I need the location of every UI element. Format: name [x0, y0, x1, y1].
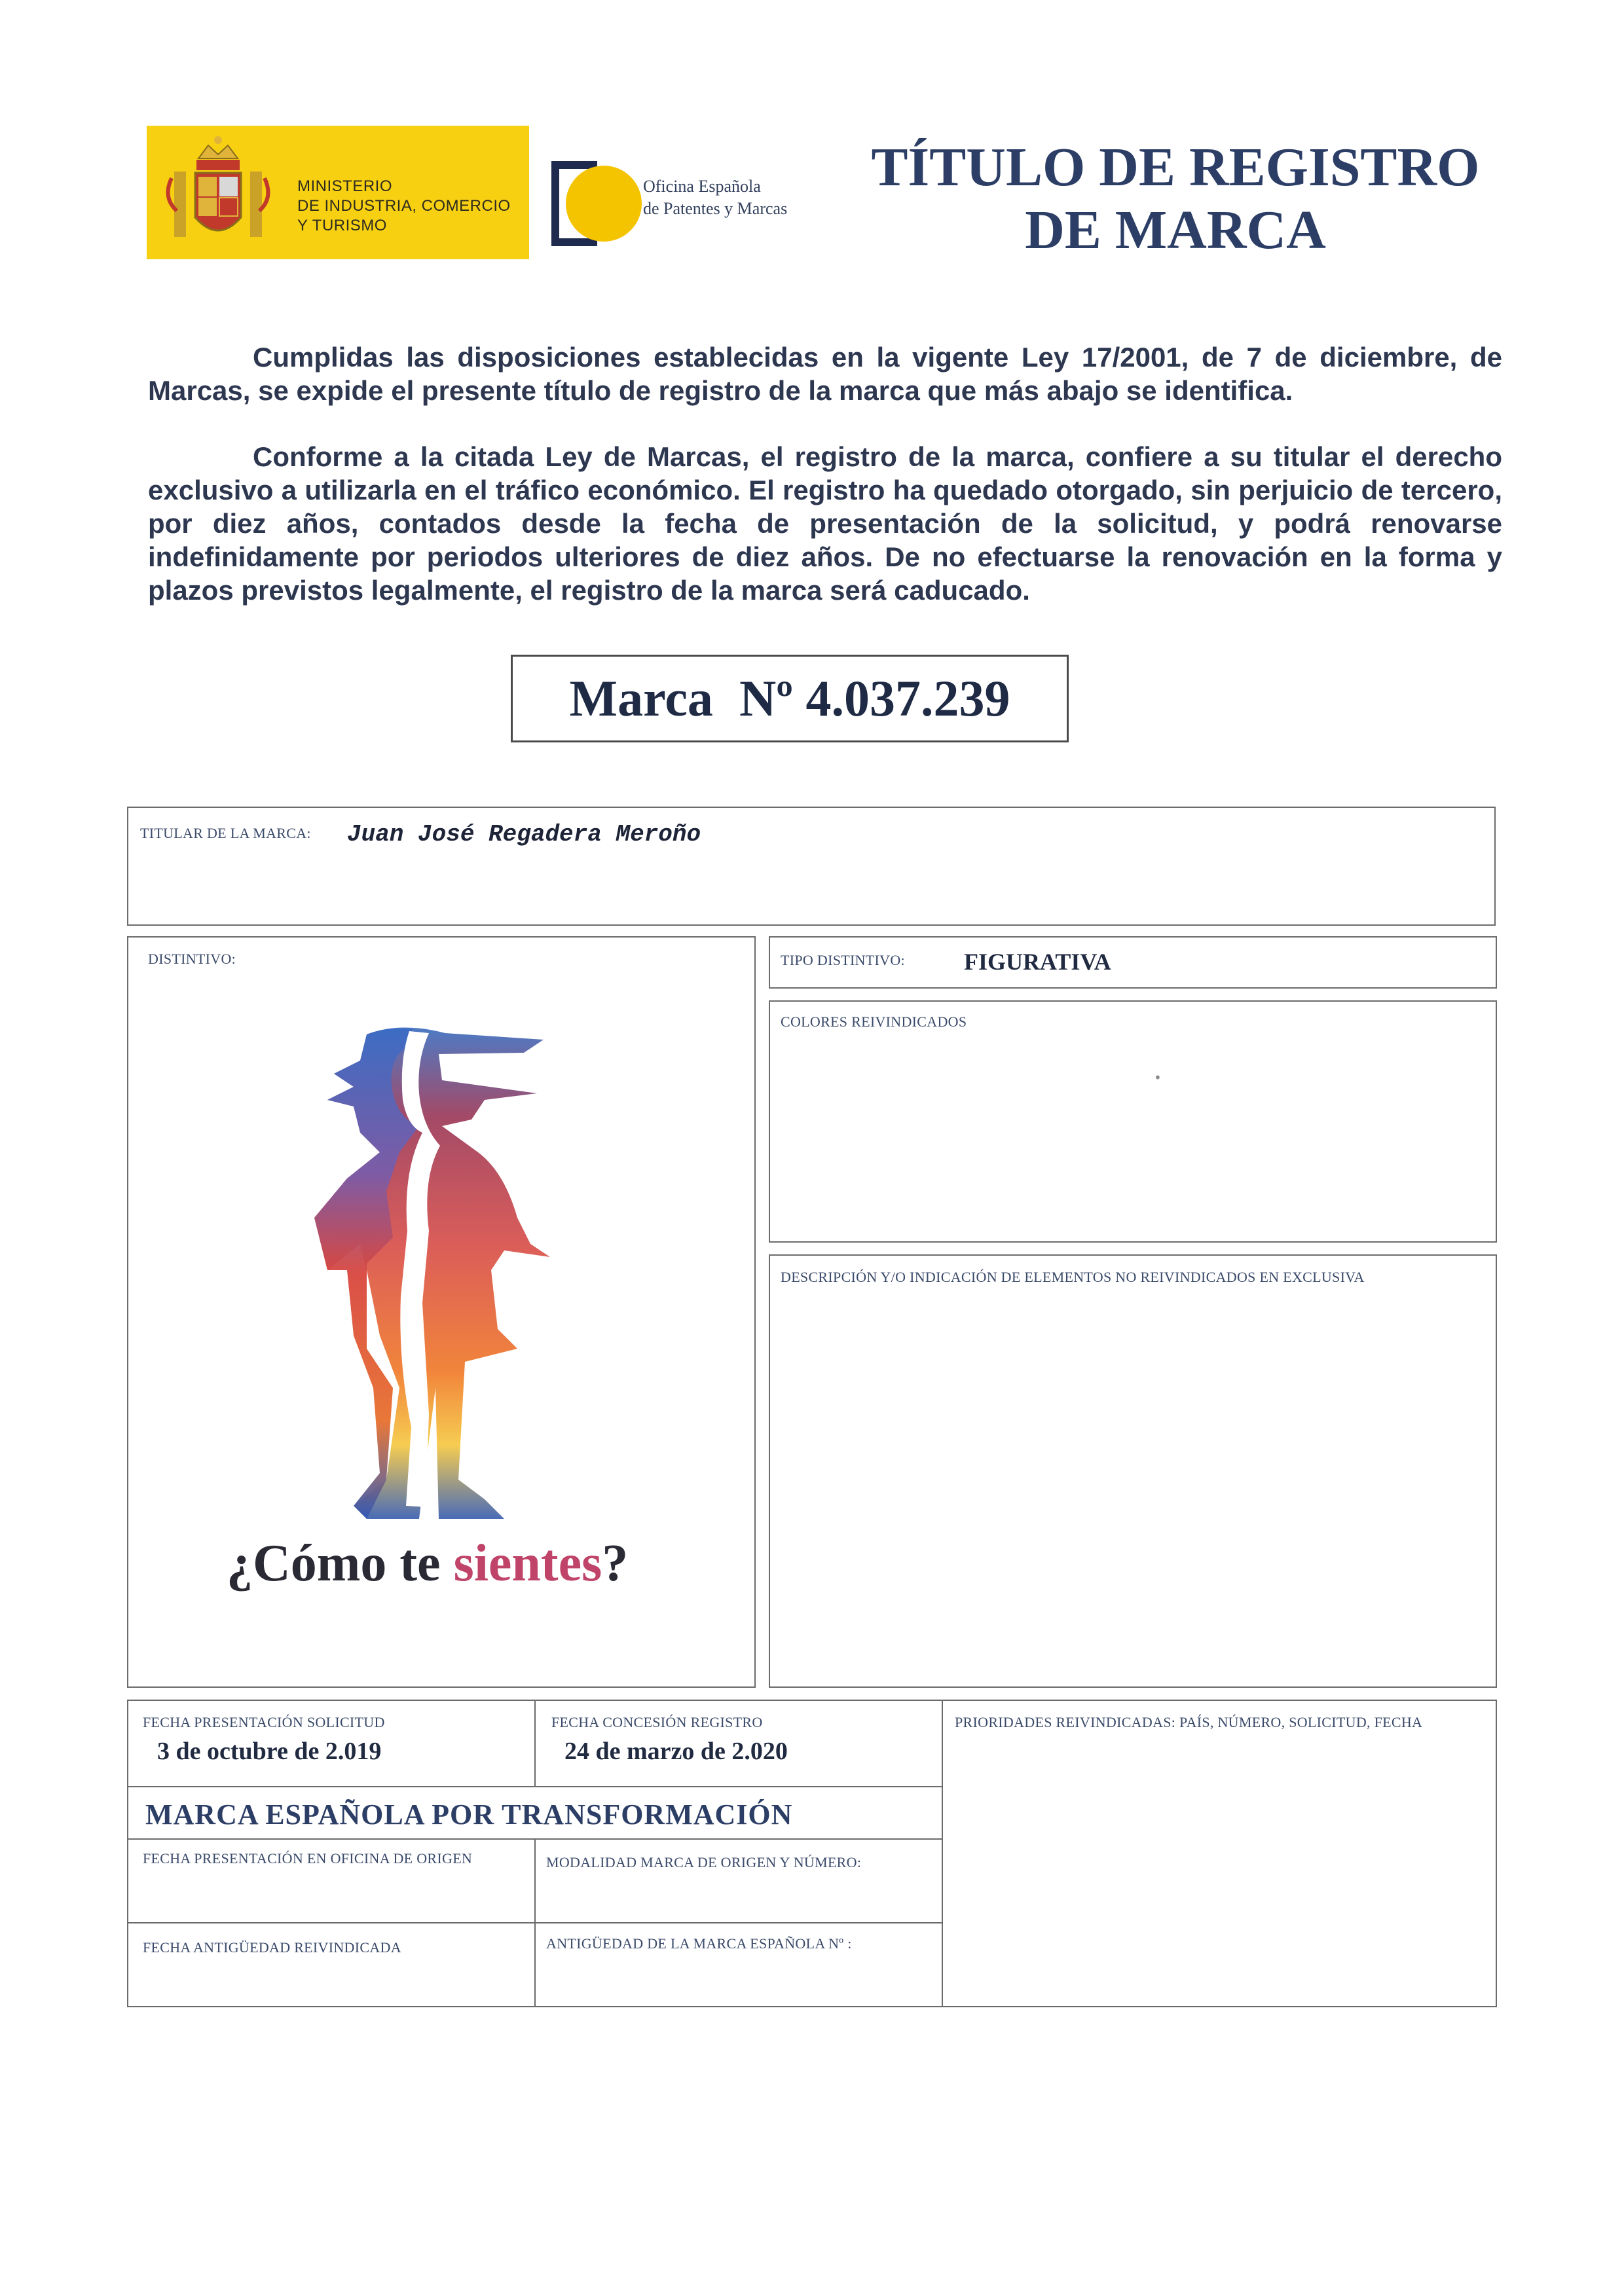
owner-box — [127, 807, 1496, 926]
description-box — [769, 1254, 1497, 1688]
office-name: Oficina Española de Patentes y Marcas — [643, 177, 788, 218]
seniority-mark-label: ANTIGÜEDAD DE LA MARCA ESPAÑOLA Nº : — [546, 1935, 852, 1952]
seniority-mark-cell — [534, 1922, 943, 2007]
origin-modality-label: MODALIDAD MARCA DE ORIGEN Y NÚMERO: — [546, 1854, 862, 1870]
oepm-emblem-icon — [545, 155, 643, 253]
distinctive-type-box — [769, 936, 1497, 989]
grant-date-cell — [534, 1700, 943, 1787]
mark-number: Nº 4.037.239 — [739, 670, 1010, 727]
filing-date-value: 3 de octubre de 2.019 — [157, 1738, 382, 1765]
origin-office-date-label: FECHA PRESENTACIÓN EN OFICINA DE ORIGEN — [143, 1850, 473, 1867]
distinctive-type-label: TIPO DISTINTIVO: — [781, 952, 905, 968]
slogan-colored-word: sientes — [453, 1535, 602, 1592]
distinctive-label: DISTINTIVO: — [148, 951, 236, 967]
transformation-title: MARCA ESPAÑOLA POR TRANSFORMACIÓN — [145, 1798, 793, 1831]
filing-date-label: FECHA PRESENTACIÓN SOLICITUD — [143, 1714, 385, 1730]
mark-number-box — [511, 655, 1069, 742]
stray-mark: • — [1154, 1070, 1162, 1085]
paragraph-rights: Conforme a la citada Ley de Marcas, el registro de la marca, confiere a su titular el derecho exclusivo a utilizarla en el tráfico económico. El registro ha quedado otorgado, sin perjuicio de tercero, por diez años, contados desde la fecha de presentación de la solicitud, y podrá renovarse indefinidamente por periodos ulteriores de diez años. De no efectuarse la renovación en la forma y plazos previstos legalmente, el registro de la marca será caducado. — [148, 441, 1502, 606]
owner-label: TITULAR DE LA MARCA: — [140, 825, 311, 841]
owner-name: Juan José Regadera Meroño — [347, 821, 701, 848]
grant-date-value: 24 de marzo de 2.020 — [564, 1738, 788, 1765]
distinctive-type-value: FIGURATIVA — [964, 949, 1111, 975]
colors-claimed-label: COLORES REIVINDICADOS — [781, 1013, 967, 1030]
grant-date-label: FECHA CONCESIÓN REGISTRO — [551, 1714, 763, 1730]
mark-figure-illustration — [288, 1021, 576, 1539]
document-title: TÍTULO DE REGISTRO DE MARCA — [871, 137, 1480, 261]
ministry-name: MINISTERIO DE INDUSTRIA, COMERCIO Y TURISMO — [297, 177, 511, 234]
origin-office-date-cell — [127, 1838, 536, 1923]
filing-date-cell — [127, 1700, 536, 1787]
priorities-label: PRIORIDADES REIVINDICADAS: PAÍS, NÚMERO, SOLICITUD, FECHA — [955, 1714, 1423, 1730]
seniority-date-cell — [127, 1922, 536, 2007]
oepm-logo — [545, 149, 820, 247]
coat-of-arms-icon — [162, 132, 274, 254]
paragraph-legal-basis: Cumplidas las disposiciones establecidas en la vigente Ley 17/2001, de 7 de diciembre, de Marcas, se expide el presente título de registro de la marca que más abajo se identifica. — [148, 342, 1502, 406]
description-label: DESCRIPCIÓN Y/O INDICACIÓN DE ELEMENTOS NO REIVINDICADOS EN EXCLUSIVA — [781, 1269, 1365, 1285]
priorities-cell — [942, 1700, 1497, 2007]
mark-word: Marca — [569, 670, 713, 727]
slogan-start: ¿Cómo te — [227, 1535, 454, 1592]
slogan-end: ? — [602, 1535, 629, 1592]
mark-slogan — [227, 1532, 628, 1595]
seniority-date-label: FECHA ANTIGÜEDAD REIVINDICADA — [143, 1939, 401, 1956]
ministry-logo — [147, 126, 529, 259]
origin-modality-cell — [534, 1838, 943, 1923]
colors-claimed-box — [769, 1000, 1497, 1243]
